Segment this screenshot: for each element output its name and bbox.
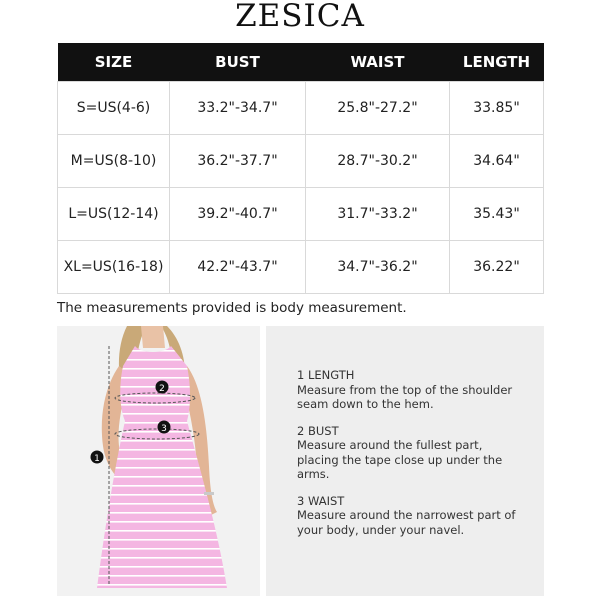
table-row [58, 82, 544, 135]
bracelet [204, 492, 214, 495]
instruction-title: 3 WAIST [297, 493, 345, 508]
neck [141, 326, 165, 348]
instruction-text: Measure from the top of the shoulder seam down to the hem. [297, 382, 513, 411]
cell-size: S=US(4-6) [58, 82, 170, 135]
measurement-instructions [297, 368, 527, 549]
cell-waist: 25.8"-27.2" [306, 82, 450, 135]
cell-waist: 34.7"-36.2" [306, 241, 450, 294]
cell-bust: 42.2"-43.7" [170, 241, 306, 294]
instruction-text: Measure around the narrowest part of your body, under your navel. [297, 508, 516, 537]
instruction-title: 2 BUST [297, 423, 339, 438]
dress-figure-illustration [57, 326, 260, 596]
cell-length: 35.43" [450, 188, 544, 241]
cell-size: M=US(8-10) [58, 135, 170, 188]
instruction-length [297, 368, 527, 412]
table-row [58, 188, 544, 241]
cell-waist: 28.7"-30.2" [306, 135, 450, 188]
cell-size: XL=US(16-18) [58, 241, 170, 294]
header-length: LENGTH [450, 43, 544, 82]
cell-length: 34.64" [450, 135, 544, 188]
marker-bust-label: 2 [159, 384, 165, 394]
table-row [58, 241, 544, 294]
cell-bust: 36.2"-37.7" [170, 135, 306, 188]
model-illustration [57, 326, 260, 596]
table-row [58, 135, 544, 188]
instruction-title: 1 LENGTH [297, 368, 355, 382]
cell-length: 36.22" [450, 241, 544, 294]
marker-length-label: 1 [94, 454, 100, 464]
header-bust: BUST [170, 43, 306, 82]
instruction-bust [297, 424, 527, 482]
cell-bust: 33.2"-34.7" [170, 82, 306, 135]
header-waist: WAIST [306, 43, 450, 82]
cell-size: L=US(12-14) [58, 188, 170, 241]
brand-logo: ZESICA [235, 0, 365, 34]
instruction-text: Measure around the fullest part, placing the tape close up under the arms. [297, 438, 503, 481]
header-size: SIZE [58, 43, 170, 82]
instruction-waist [297, 494, 527, 538]
size-chart-table [57, 43, 544, 294]
measurement-note: The measurements provided is body measurement. [57, 300, 407, 316]
cell-bust: 39.2"-40.7" [170, 188, 306, 241]
cell-length: 33.85" [450, 82, 544, 135]
marker-waist-label: 3 [161, 424, 167, 434]
table-header-row [58, 43, 544, 82]
marker-length [91, 451, 104, 465]
cell-waist: 31.7"-33.2" [306, 188, 450, 241]
